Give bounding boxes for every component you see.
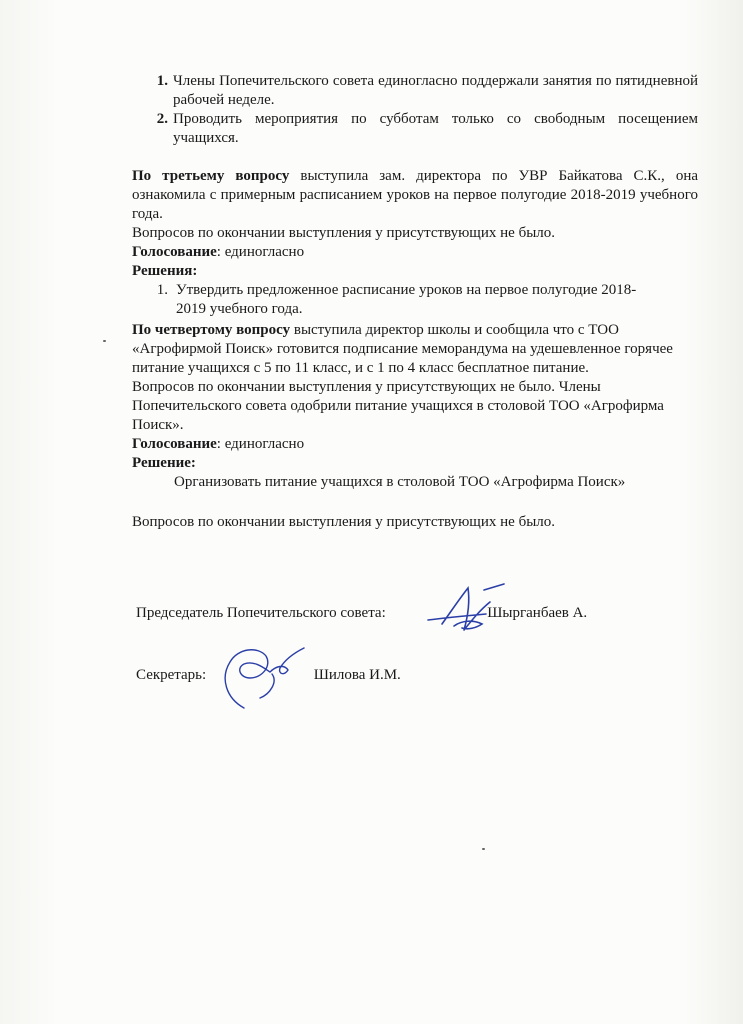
list-number: 2. <box>156 111 168 127</box>
third-question-text: выступила зам. директора по УВР Байкатова С.К., она ознакомила с примерным расписанием уроков на первое полугодие 2018-2019 учебного года. <box>132 168 698 222</box>
secretary-name: Шилова И.М. <box>313 667 401 683</box>
decision-text: Утвердить предложенное расписание уроков на первое полугодие 2018-2019 учебного года. <box>176 282 637 317</box>
list-item <box>132 110 698 148</box>
scan-speck <box>482 848 485 850</box>
third-question-no-questions: Вопросов по окончании выступления у присутствующих не было. <box>132 225 556 241</box>
decision-heading: Решение: <box>132 455 196 471</box>
decisions-heading: Решения: <box>132 263 198 279</box>
third-question-lead: По третьему вопросу <box>132 168 290 184</box>
fourth-question-vote <box>132 435 698 454</box>
secretary-handwritten-signature <box>214 638 314 718</box>
fourth-question-paragraph <box>132 321 698 378</box>
vote-value: : единогласно <box>216 436 305 452</box>
chair-handwritten-signature <box>424 580 514 640</box>
secretary-label: Секретарь: <box>136 667 207 683</box>
decision-text: Организовать питание учащихся в столовой ТОО «Агрофирма Поиск» <box>174 474 626 490</box>
chair-label: Председатель Попечительского совета: <box>136 605 386 621</box>
list-text: Проводить мероприятия по субботам только со свободным посещением учащихся. <box>173 111 698 146</box>
list-number: 1. <box>156 73 168 89</box>
resolutions-list <box>132 72 698 148</box>
list-item <box>132 72 698 110</box>
vote-label: Голосование <box>132 436 217 452</box>
decision-item <box>132 281 698 319</box>
fourth-question-text: выступила директор школы и сообщила что с ТОО «Агрофирмой Поиск» готовится подписание меморандума на удешевленное горячее питание учащихся с 5 по 11 класс, и с 1 по 4 класс бесплатное питание. <box>132 322 673 376</box>
third-question-vote <box>132 243 698 262</box>
fourth-question-lead: По четвертому вопросу <box>132 322 291 338</box>
vote-value: : единогласно <box>216 244 305 260</box>
chair-name: Шырганбаев А. <box>487 605 588 621</box>
scan-speck <box>103 340 106 342</box>
closing-note: Вопросов по окончании выступления у присутствующих не было. <box>132 514 556 530</box>
list-text: Члены Попечительского совета единогласно поддержали занятия по пятидневной рабочей неделе. <box>173 73 698 108</box>
chair-signature-line <box>136 605 587 622</box>
protocol-body <box>132 72 698 532</box>
third-question-paragraph <box>132 167 698 224</box>
vote-label: Голосование <box>132 244 217 260</box>
fourth-question-no-questions: Вопросов по окончании выступления у присутствующих не было. Члены Попечительского совета одобрили питание учащихся в столовой ТОО «Агрофирма Поиск». <box>132 379 664 433</box>
decision-number: 1. <box>156 282 168 298</box>
